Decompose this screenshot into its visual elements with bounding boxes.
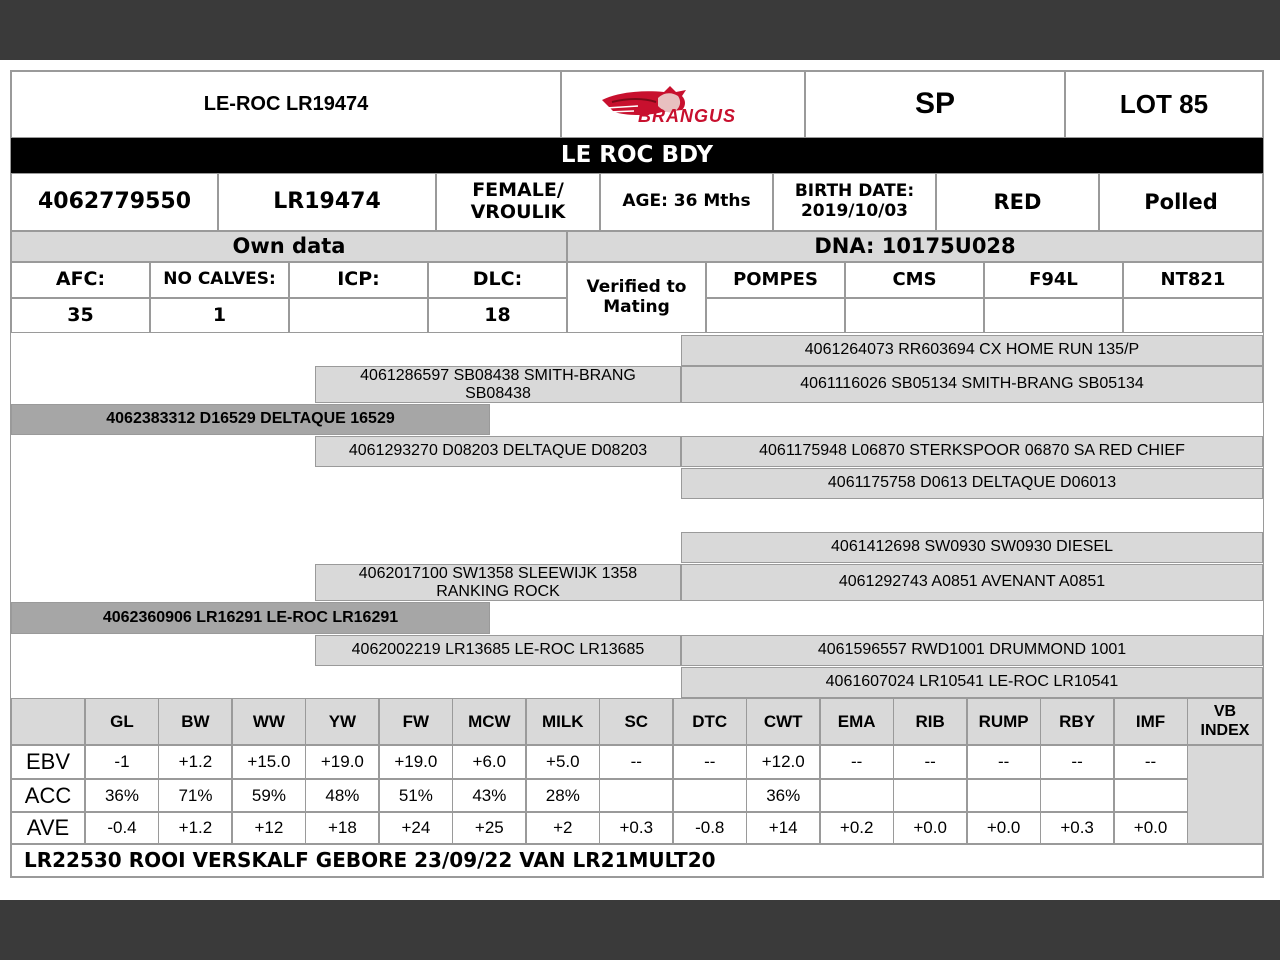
pedigree-dam-sire [315, 564, 681, 601]
pedigree-dam-dam: 4062002219 LR13685 LE-ROC LR13685 [315, 635, 681, 666]
ebv-col-rby: RBY [1040, 698, 1114, 745]
ebv-cell-ave-rby: +0.3 [1040, 812, 1114, 844]
verified-line-1: Verified to [586, 276, 687, 297]
calves-value: 1 [150, 298, 289, 333]
ebv-col-rib: RIB [893, 698, 967, 745]
ebv-cell-acc-rib [893, 779, 967, 812]
verified-line-2: Mating [603, 296, 670, 317]
ebv-corner-cell [11, 698, 85, 745]
ebv-cell-ebv-fw: +19.0 [379, 745, 453, 779]
ebv-cell-ebv-imf: -- [1114, 745, 1188, 779]
dam-sire-line-1: 4062017100 SW1358 SLEEWIJK 1358 [358, 564, 638, 582]
lot-number: LOT 85 [1065, 71, 1263, 138]
pompes-label: POMPES [706, 262, 845, 298]
tag-number: LR19474 [218, 173, 436, 231]
ebv-col-gl: GL [85, 698, 159, 745]
ebv-col-dtc: DTC [673, 698, 747, 745]
ebv-cell-acc-ww: 59% [232, 779, 306, 812]
pedigree-sire: 4062383312 D16529 DELTAQUE 16529 [11, 404, 490, 435]
own-data-title: Own data [11, 231, 567, 262]
registration-number: 4062779550 [11, 173, 218, 231]
pompes-value [706, 298, 845, 333]
ebv-cell-ebv-sc: -- [599, 745, 673, 779]
ebv-cell-ebv-gl: -1 [85, 745, 159, 779]
ebv-cell-ebv-milk: +5.0 [526, 745, 600, 779]
f94l-label: F94L [984, 262, 1123, 298]
ebv-col-ww: WW [232, 698, 306, 745]
pedigree-dsd: 4061292743 A0851 AVENANT A0851 [681, 564, 1263, 601]
animal-id: LE-ROC LR19474 [11, 71, 561, 138]
brand-logo-text: BRANGUS [638, 106, 737, 126]
ebv-cell-ave-fw: +24 [379, 812, 453, 844]
ebv-cell-ave-milk: +2 [526, 812, 600, 844]
pedigree-dss: 4061412698 SW0930 SW0930 DIESEL [681, 532, 1263, 563]
ebv-cell-acc-dtc [673, 779, 747, 812]
ebv-cell-ebv-bw: +1.2 [158, 745, 232, 779]
birth-date-label: BIRTH DATE: [794, 181, 915, 202]
ebv-cell-acc-yw: 48% [305, 779, 379, 812]
ebv-col-imf: IMF [1114, 698, 1188, 745]
ebv-cell-acc-mcw: 43% [452, 779, 526, 812]
footer-note: LR22530 ROOI VERSKALF GEBORE 23/09/22 VAN LR21MULT20 [11, 844, 1263, 877]
ebv-cell-ebv-cwt: +12.0 [746, 745, 820, 779]
nt821-value [1123, 298, 1263, 333]
calves-label: NO CALVES: [150, 262, 289, 298]
pedigree-sire-dam: 4061293270 D08203 DELTAQUE D08203 [315, 436, 681, 467]
ebv-cell-ave-mcw: +25 [452, 812, 526, 844]
pedigree-ssd: 4061116026 SB05134 SMITH-BRANG SB05134 [681, 366, 1263, 403]
ebv-col-cwt: CWT [746, 698, 820, 745]
ebv-cell-ave-ema: +0.2 [820, 812, 894, 844]
ebv-col-yw: YW [305, 698, 379, 745]
ebv-col-milk: MILK [526, 698, 600, 745]
ebv-cell-ave-imf: +0.0 [1114, 812, 1188, 844]
ebv-col-fw: FW [379, 698, 453, 745]
ebv-cell-ebv-yw: +19.0 [305, 745, 379, 779]
birth-date-value: 2019/10/03 [800, 201, 909, 221]
ebv-cell-acc-rump [967, 779, 1041, 812]
dlc-label: DLC: [428, 262, 567, 298]
ebv-cell-acc-fw: 51% [379, 779, 453, 812]
ebv-cell-ebv-ww: +15.0 [232, 745, 306, 779]
ebv-cell-ebv-mcw: +6.0 [452, 745, 526, 779]
ebv-cell-acc-bw: 71% [158, 779, 232, 812]
ebv-cell-ebv-ema: -- [820, 745, 894, 779]
pedigree-sds: 4061175948 L06870 STERKSPOOR 06870 SA RED CHIEF [681, 436, 1263, 467]
ebv-cell-ebv-dtc: -- [673, 745, 747, 779]
ebv-cell-ave-rump: +0.0 [967, 812, 1041, 844]
dna-title: DNA: 10175U028 [567, 231, 1263, 262]
pedigree-sss: 4061264073 RR603694 CX HOME RUN 135/P [681, 335, 1263, 366]
ebv-row-label-acc: ACC [11, 779, 85, 812]
pedigree-dam: 4062360906 LR16291 LE-ROC LR16291 [11, 602, 490, 634]
ebv-cell-acc-ema [820, 779, 894, 812]
herd-name-band: LE ROC BDY [11, 138, 1263, 173]
ebv-cell-acc-rby [1040, 779, 1114, 812]
colour: RED [936, 173, 1099, 231]
afc-value: 35 [11, 298, 150, 333]
ebv-cell-ebv-rby: -- [1040, 745, 1114, 779]
ebv-cell-ave-yw: +18 [305, 812, 379, 844]
vb-line-1: VB [1213, 703, 1237, 721]
ebv-cell-ave-cwt: +14 [746, 812, 820, 844]
nt821-label: NT821 [1123, 262, 1263, 298]
ebv-col-sc: SC [599, 698, 673, 745]
ebv-cell-ave-ww: +12 [232, 812, 306, 844]
grade-code: SP [805, 71, 1065, 138]
ebv-col-bw: BW [158, 698, 232, 745]
ebv-cell-ave-gl: -0.4 [85, 812, 159, 844]
pedigree-dds: 4061596557 RWD1001 DRUMMOND 1001 [681, 635, 1263, 666]
sire-sire-line-2: SB08438 [465, 384, 531, 402]
cms-value [845, 298, 984, 333]
pedigree-ddd: 4061607024 LR10541 LE-ROC LR10541 [681, 667, 1263, 698]
pedigree-sire-sire [315, 366, 681, 403]
ebv-cell-ebv-rump: -- [967, 745, 1041, 779]
f94l-value [984, 298, 1123, 333]
top-frame-bar [0, 0, 1280, 60]
ebv-col-rump: RUMP [967, 698, 1041, 745]
vb-index-value [1187, 745, 1263, 844]
ebv-cell-ave-sc: +0.3 [599, 812, 673, 844]
age: AGE: 36 Mths [600, 173, 773, 231]
afc-label: AFC: [11, 262, 150, 298]
ebv-cell-acc-sc [599, 779, 673, 812]
vb-index-header [1187, 698, 1263, 745]
icp-label: ICP: [289, 262, 428, 298]
ebv-cell-ave-dtc: -0.8 [673, 812, 747, 844]
dlc-value: 18 [428, 298, 567, 333]
verified-to-mating [567, 262, 706, 333]
sire-sire-line-1: 4061286597 SB08438 SMITH-BRANG [360, 366, 636, 384]
cms-label: CMS [845, 262, 984, 298]
ebv-cell-acc-imf [1114, 779, 1188, 812]
sex-line-2: VROULIK [470, 201, 566, 223]
sex [436, 173, 600, 231]
ebv-cell-ave-bw: +1.2 [158, 812, 232, 844]
ebv-cell-ebv-rib: -- [893, 745, 967, 779]
ebv-cell-acc-gl: 36% [85, 779, 159, 812]
ebv-col-ema: EMA [820, 698, 894, 745]
lot-card [11, 71, 1263, 877]
ebv-cell-acc-milk: 28% [526, 779, 600, 812]
brand-logo [561, 71, 805, 138]
ebv-row-label-ebv: EBV [11, 745, 85, 779]
birth-date [773, 173, 936, 231]
horn-status: Polled [1099, 173, 1263, 231]
vb-line-2: INDEX [1200, 721, 1250, 739]
bottom-frame-bar [0, 900, 1280, 960]
sex-line-1: FEMALE/ [472, 179, 564, 202]
ebv-cell-acc-cwt: 36% [746, 779, 820, 812]
pedigree-sdd: 4061175758 D0613 DELTAQUE D06013 [681, 468, 1263, 499]
icp-value [289, 298, 428, 333]
ebv-col-mcw: MCW [452, 698, 526, 745]
ebv-row-label-ave: AVE [11, 812, 85, 844]
ebv-cell-ave-rib: +0.0 [893, 812, 967, 844]
dam-sire-line-2: RANKING ROCK [436, 582, 560, 600]
